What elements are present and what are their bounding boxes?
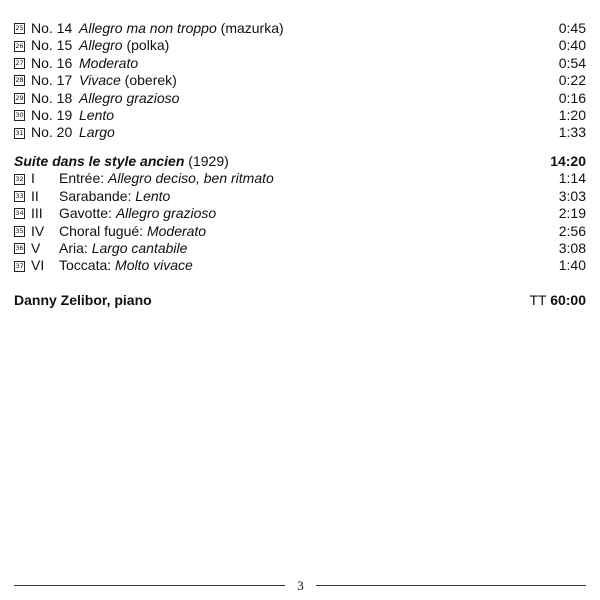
- movement-roman: VI: [31, 257, 45, 274]
- work-title: [14, 153, 550, 170]
- movement-name: Gavotte:: [59, 205, 116, 222]
- track-duration: 1:33: [558, 124, 586, 141]
- track-duration: 0:54: [558, 54, 586, 71]
- footer-rule-left: [14, 585, 285, 586]
- movement-number: No. 16: [31, 54, 73, 71]
- movement-name: Toccata:: [59, 257, 116, 274]
- tempo-marking: Allegro ma non troppo: [79, 20, 217, 36]
- movement-number: No. 19: [31, 107, 73, 123]
- track-row: [14, 90, 586, 107]
- total-time-prefix: TT: [529, 292, 551, 308]
- movement-roman: IV: [31, 222, 45, 239]
- tempo-marking: Largo cantabile: [91, 240, 188, 256]
- tempo-marking: Lento: [135, 187, 171, 204]
- tempo-marking: Allegro deciso, ben ritmato: [108, 170, 274, 187]
- movement-note: (oberek): [120, 72, 177, 89]
- movement-name: Choral fugué:: [59, 222, 147, 239]
- track-row: [14, 20, 586, 37]
- movement-title: [31, 107, 559, 124]
- track-row: [14, 170, 586, 187]
- tempo-marking: Moderato: [146, 222, 207, 239]
- track-duration: 1:14: [558, 170, 586, 187]
- track-number-box: 33: [15, 191, 24, 200]
- track-row: [14, 107, 586, 124]
- work-total-duration: 14:20: [550, 153, 586, 169]
- track-number-box: 31: [15, 128, 24, 137]
- tempo-marking: Largo: [79, 124, 115, 141]
- movement-note: (polka): [122, 37, 170, 54]
- movement-title: [31, 170, 559, 187]
- tempo-marking: Moderato: [79, 54, 139, 71]
- track-duration: 2:56: [558, 222, 586, 239]
- track-duration: 0:45: [558, 20, 586, 36]
- track-row: [14, 124, 586, 141]
- total-time: [529, 292, 586, 309]
- movement-roman: III: [31, 205, 43, 222]
- tempo-marking: Lento: [79, 107, 115, 123]
- tempo-marking: Molto vivace: [115, 257, 193, 274]
- track-row: [14, 55, 586, 72]
- track-row: [14, 223, 586, 240]
- track-duration: 3:08: [558, 240, 586, 256]
- track-duration: 2:19: [558, 205, 586, 222]
- movement-number: No. 14: [31, 20, 73, 36]
- track-duration: 0:40: [558, 37, 586, 54]
- credits-row: [14, 292, 586, 309]
- page-number: 3: [297, 578, 304, 593]
- movement-title: [31, 55, 559, 72]
- track-row: [14, 188, 586, 205]
- work-year: (1929): [184, 153, 229, 169]
- track-number-box: 28: [15, 76, 24, 85]
- movement-roman: II: [31, 187, 39, 204]
- work-title-text: Suite dans le style ancien: [14, 153, 185, 169]
- movement-roman: V: [31, 240, 41, 256]
- track-row: [14, 37, 586, 54]
- track-row: [14, 72, 586, 89]
- movement-title: [31, 72, 559, 89]
- work-heading: [14, 153, 586, 170]
- movement-title: [31, 223, 559, 240]
- movement-note: (mazurka): [216, 20, 284, 36]
- track-number-box: 36: [15, 244, 24, 253]
- track-number-box: 26: [15, 41, 24, 50]
- track-number-box: 32: [15, 174, 24, 183]
- page-footer: [0, 576, 600, 596]
- tempo-marking: Allegro: [79, 37, 123, 54]
- track-row: [14, 257, 586, 274]
- movement-title: [31, 240, 559, 257]
- performer-credit: Danny Zelibor, piano: [14, 292, 152, 308]
- tempo-marking: Vivace: [79, 72, 121, 89]
- tempo-marking: Allegro grazioso: [115, 205, 217, 222]
- track-duration: 1:20: [558, 107, 586, 123]
- movement-title: [31, 90, 559, 107]
- total-time-value: 60:00: [550, 292, 586, 308]
- movement-title: [31, 205, 559, 222]
- movement-title: [31, 257, 559, 274]
- movement-title: [31, 124, 559, 141]
- track-row: [14, 240, 586, 257]
- track-number-box: 25: [15, 24, 24, 33]
- track-number-box: 34: [15, 209, 24, 218]
- track-duration: 3:03: [558, 187, 586, 204]
- movement-number: No. 15: [31, 37, 73, 54]
- track-duration: 1:40: [558, 257, 586, 274]
- track-number-box: 29: [15, 93, 24, 102]
- footer-rule-right: [316, 585, 586, 586]
- track-number-box: 37: [15, 261, 24, 270]
- movement-number: No. 17: [31, 72, 73, 89]
- movement-title: [31, 188, 559, 205]
- track-duration: 0:16: [558, 89, 586, 106]
- track-duration: 0:22: [558, 72, 586, 89]
- track-number-box: 27: [15, 58, 24, 67]
- track-number-box: 35: [15, 226, 24, 235]
- movement-number: No. 20: [31, 124, 73, 141]
- movement-name: Aria:: [59, 240, 92, 256]
- tempo-marking: Allegro grazioso: [79, 89, 180, 106]
- movement-roman: I: [31, 170, 35, 187]
- movement-name: Sarabande:: [59, 187, 136, 204]
- track-number-box: 30: [15, 111, 24, 120]
- movement-name: Entrée:: [59, 170, 109, 187]
- movement-number: No. 18: [31, 89, 73, 106]
- track-row: [14, 205, 586, 222]
- movement-title: [31, 37, 559, 54]
- movement-title: [31, 20, 559, 37]
